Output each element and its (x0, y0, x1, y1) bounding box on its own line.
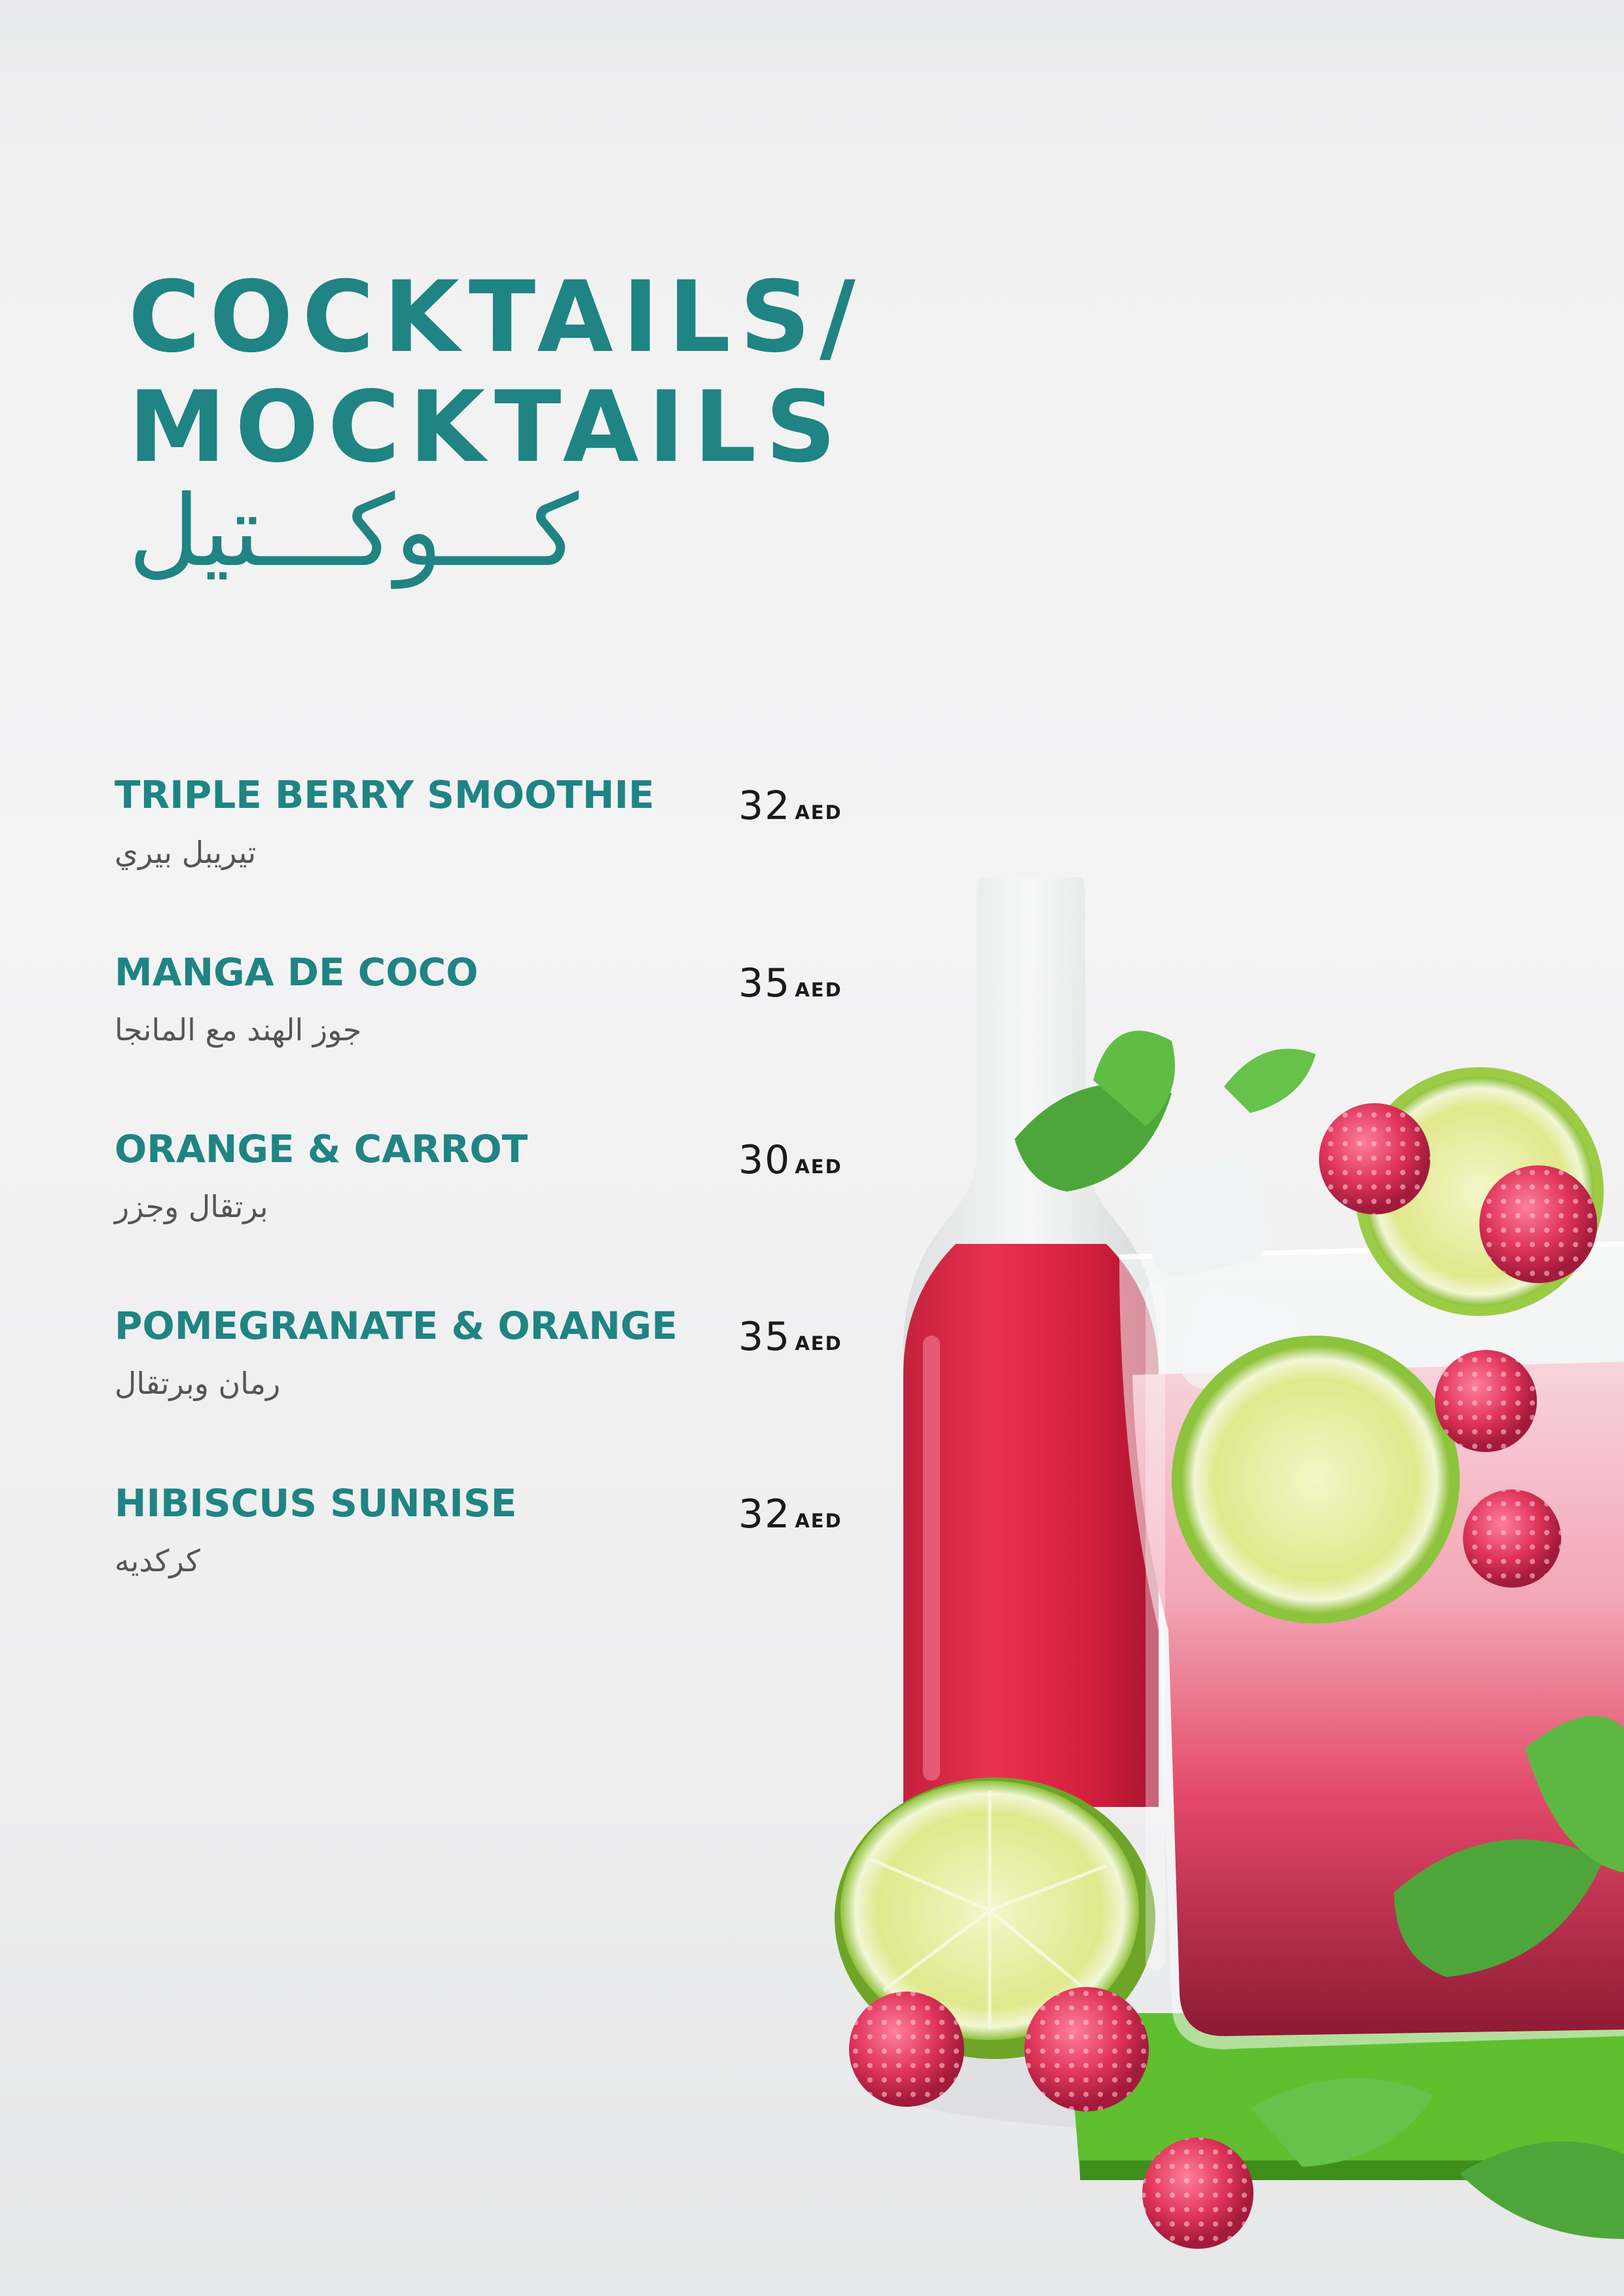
price-currency: AED (795, 979, 842, 1001)
drink-photo (805, 877, 1624, 2296)
menu-item-price (738, 783, 842, 829)
price-currency: AED (795, 1156, 842, 1178)
menu-item-manga-de-coco (0, 950, 884, 1084)
price-currency: AED (795, 801, 842, 824)
price-value: 32 (738, 783, 791, 829)
menu-item-name: TRIPLE BERRY SMOOTHIE (115, 773, 655, 817)
menu-item-name: MANGA DE COCO (115, 950, 478, 994)
menu-item-name-arabic: كركديه (115, 1543, 200, 1578)
menu-item-orange-carrot (0, 1127, 884, 1261)
menu-item-pomegranate-orange (0, 1303, 884, 1438)
menu-item-name: POMEGRANATE & ORANGE (115, 1303, 678, 1348)
menu-item-name-arabic: جوز الهند مع المانجا (115, 1012, 362, 1048)
page-title-line-1: COCKTAILS/ (128, 261, 865, 374)
price-value: 35 (738, 1314, 791, 1360)
price-value: 30 (738, 1137, 791, 1183)
menu-item-name: HIBISCUS SUNRISE (115, 1481, 517, 1525)
price-value: 32 (738, 1491, 791, 1537)
price-value: 35 (738, 960, 791, 1006)
page-title-line-2: MOCKTAILS (128, 371, 846, 484)
price-currency: AED (795, 1510, 842, 1532)
page-title-arabic: كـــوكـــتيل (128, 475, 579, 589)
price-currency: AED (795, 1332, 842, 1355)
menu-item-name: ORANGE & CARROT (115, 1127, 528, 1171)
menu-item-triple-berry-smoothie (0, 773, 884, 907)
menu-item-name-arabic: برتقال وجزر (115, 1189, 268, 1224)
menu-item-name-arabic: رمان وبرتقال (115, 1366, 281, 1401)
menu-item-hibiscus-sunrise (0, 1481, 884, 1615)
menu-item-name-arabic: تيريبل بيري (115, 835, 257, 870)
